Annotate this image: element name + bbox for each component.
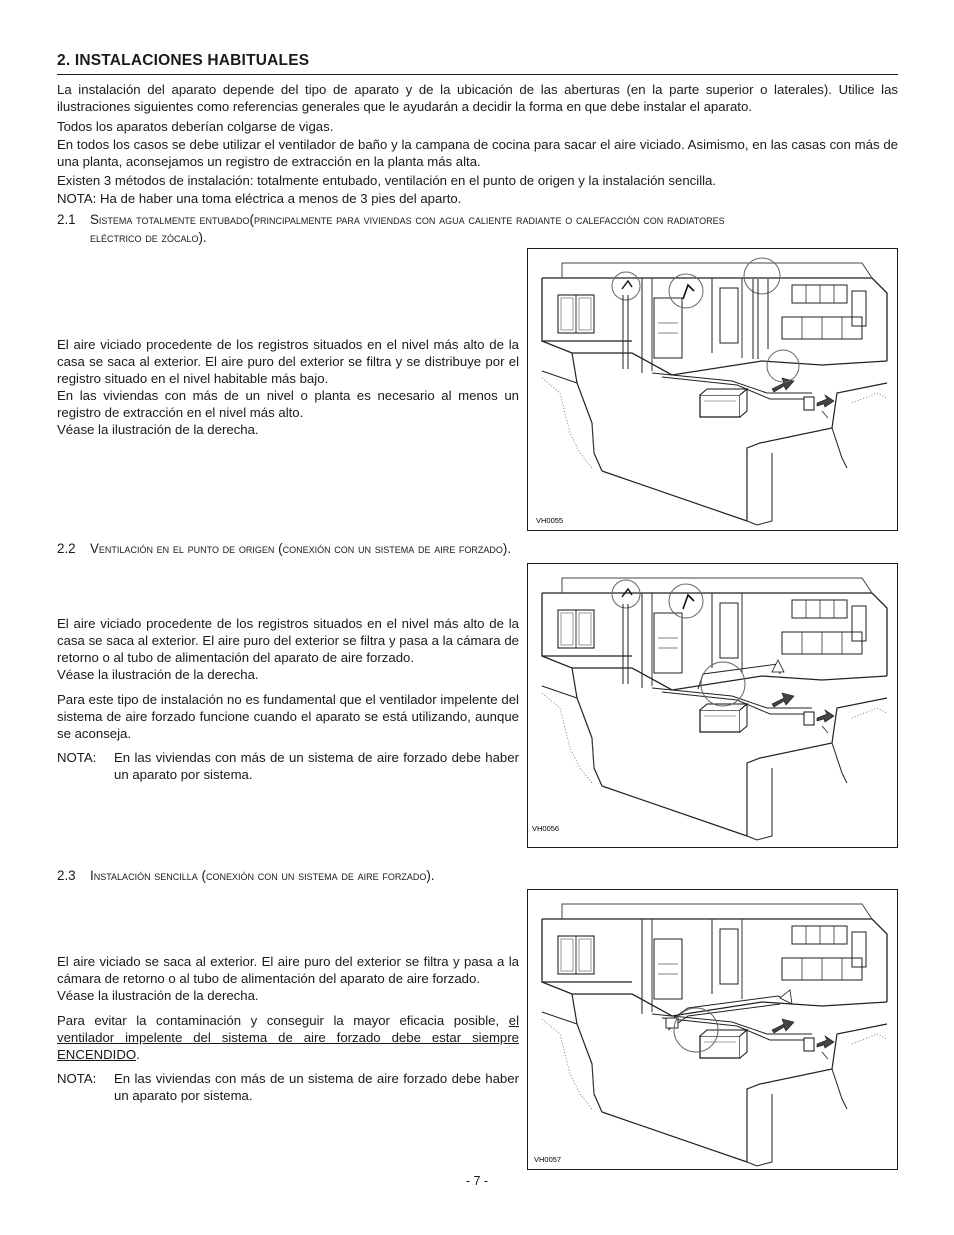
body-paragraph: El aire viciado procedente de los registros situados en el nivel más alto de la casa se saca al exterior. El aire puro del exterior se filtra y pasa a la cámara de retorno o al tubo de alimentación del aparato de aire forzado. (57, 616, 519, 665)
body-paragraph: Véase la ilustración de la derecha. (57, 422, 259, 437)
note (57, 1070, 519, 1104)
house-illustration (528, 890, 897, 1169)
intro-paragraph: Existen 3 métodos de instalación: totalmente entubado, ventilación en el punto de origen y la instalación sencilla. (57, 173, 717, 188)
subsection-body (57, 615, 519, 783)
subsection-heading: Instalación sencilla (conexión con un sistema de aire forzado). (90, 868, 435, 883)
subsection-heading-cont: eléctrico de zócalo). (90, 230, 207, 245)
body-paragraph: Véase la ilustración de la derecha. (57, 667, 259, 682)
body-paragraph: Véase la ilustración de la derecha. (57, 988, 259, 1003)
body-paragraph: En las viviendas con más de un nivel o planta es necesario al menos un registro de extracción en el nivel más alto. (57, 388, 519, 420)
subsection-heading: Ventilación en el punto de origen (conexión con un sistema de aire forzado). (90, 541, 512, 556)
body-paragraph (57, 1012, 519, 1063)
page-number: - 7 - (465, 1174, 489, 1188)
intro-paragraph: La instalación del aparato depende del tipo de aparato y de la ubicación de las aberturas (en la parte superior o laterales). Utilice las ilustraciones siguientes como referencias generales que le ayudarán a decidir la forma en que debe instalar el aparato. (57, 82, 898, 114)
subsection-title (57, 867, 898, 885)
subsection-title (57, 540, 898, 558)
subsection-body (57, 953, 519, 1104)
figure-code: VH0055 (536, 516, 564, 525)
illustration-source-point (527, 563, 898, 848)
figure-code: VH0056 (532, 824, 560, 833)
house-illustration (528, 564, 897, 847)
body-paragraph: El aire viciado se saca al exterior. El aire puro del exterior se filtra y pasa a la cámara de retorno o al tubo de alimentación del aparato de aire forzado. (57, 954, 519, 986)
illustration-simple-install (527, 889, 898, 1170)
house-illustration (528, 249, 897, 530)
note (57, 749, 519, 783)
body-paragraph: El aire viciado procedente de los registros situados en el nivel más alto de la casa se saca al exterior. El aire puro del exterior se filtra y se distribuye por el registro situado en el nivel habitable más bajo. (57, 337, 519, 386)
subsection-number: 2.1 (57, 212, 76, 227)
illustration-fully-ducted (527, 248, 898, 531)
body-text: Para evitar la contaminación y conseguir la mayor eficacia posible, (57, 1013, 509, 1028)
body-paragraph: Para este tipo de instalación no es fundamental que el ventilador impelente del sistema de aire forzado funcione cuando el aparato se está utilizando, aunque se aconseja. (57, 692, 519, 741)
note-label: NOTA: (57, 750, 97, 765)
intro-paragraph: En todos los casos se debe utilizar el ventilador de baño y la campana de cocina para sacar el aire viciado. Asimismo, en las casas con más de una planta, aconsejamos un registro de extracción en la planta más alta. (57, 137, 898, 169)
subsection-title (57, 211, 898, 247)
section-title: 2. INSTALACIONES HABITUALES (57, 52, 898, 75)
figure-code: VH0057 (534, 1155, 562, 1164)
body-text: . (136, 1047, 140, 1062)
note-label: NOTA: (57, 1071, 97, 1086)
note-text: En las viviendas con más de un sistema de aire forzado debe haber un aparato por sistema. (114, 1071, 519, 1103)
subsection-heading: Sistema totalmente entubado(principalmente para viviendas con agua caliente radiante o calefacción con radiatores (90, 212, 725, 227)
emphasis-underlined: el ventilador impelente del sistema de aire forzado debe estar siempre ENCENDIDO (57, 1013, 519, 1062)
intro-paragraph: Todos los aparatos deberían colgarse de vigas. (57, 119, 334, 134)
subsection-number: 2.3 (57, 868, 76, 883)
note-text: En las viviendas con más de un sistema de aire forzado debe haber un aparato por sistema. (114, 750, 519, 782)
subsection-number: 2.2 (57, 541, 76, 556)
subsection-body (57, 336, 519, 438)
intro-note: NOTA: Ha de haber una toma eléctrica a menos de 3 pies del aparto. (57, 191, 462, 206)
